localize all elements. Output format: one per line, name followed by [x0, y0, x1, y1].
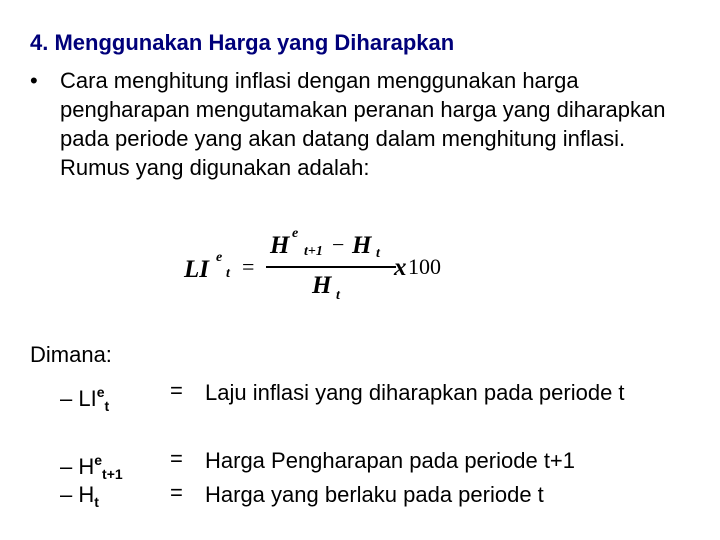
definition-dash: – [60, 482, 79, 507]
bullet-marker: • [30, 68, 38, 93]
definition-equals: = [170, 446, 183, 471]
formula-lhs-sub: t [226, 266, 230, 281]
formula-num-h1-sup: e [292, 226, 299, 241]
definition-sub: t+1 [102, 466, 123, 482]
formula-num-h2: H [352, 232, 372, 259]
slide-heading: 4. Menggunakan Harga yang Diharapkan [30, 30, 455, 55]
dimana-label: Dimana: [30, 342, 112, 367]
formula-lhs-main: LI [184, 256, 209, 283]
definition-sub: t [104, 398, 110, 414]
definition-term [60, 480, 99, 517]
definition-symbol: H [78, 482, 95, 507]
definition-description: Laju inflasi yang diharapkan pada periode t [205, 380, 625, 405]
definition-sup: e [96, 384, 105, 400]
formula-den-h: H [312, 272, 332, 299]
bullet-text: Cara menghitung inflasi dengan menggunakan harga pengharapan mengutamakan peranan harga yang diharapkan pada periode yang akan datang dalam menghitung inflasi. Rumus yang digunakan adalah: [60, 68, 666, 180]
formula-den-h-sub: t [336, 288, 340, 303]
bullet-paragraph [30, 66, 690, 182]
formula-minus: − [332, 232, 345, 257]
definition-dash: – [60, 454, 79, 479]
definition-term [60, 378, 109, 421]
definition-sup: e [94, 452, 103, 468]
formula-factor: 100 [408, 254, 441, 279]
definition-symbol: LI [78, 386, 97, 411]
formula-num-h1: H [270, 232, 290, 259]
formula-num-h1-sub: t+1 [304, 244, 323, 259]
inflation-formula [180, 226, 460, 312]
formula-num-h2-sub: t [376, 246, 380, 261]
formula-equals: = [242, 254, 255, 279]
definition-description: Harga Pengharapan pada periode t+1 [205, 448, 576, 473]
definition-equals: = [170, 378, 183, 403]
definition-sub: t [94, 494, 99, 510]
fraction-bar [266, 266, 396, 268]
definition-symbol: H [78, 454, 95, 479]
definition-equals: = [170, 480, 183, 505]
definition-description: Harga yang berlaku pada periode t [205, 482, 544, 507]
formula-times: x [394, 254, 407, 281]
formula-lhs-sup: e [216, 250, 223, 265]
definition-dash: – [60, 386, 79, 411]
